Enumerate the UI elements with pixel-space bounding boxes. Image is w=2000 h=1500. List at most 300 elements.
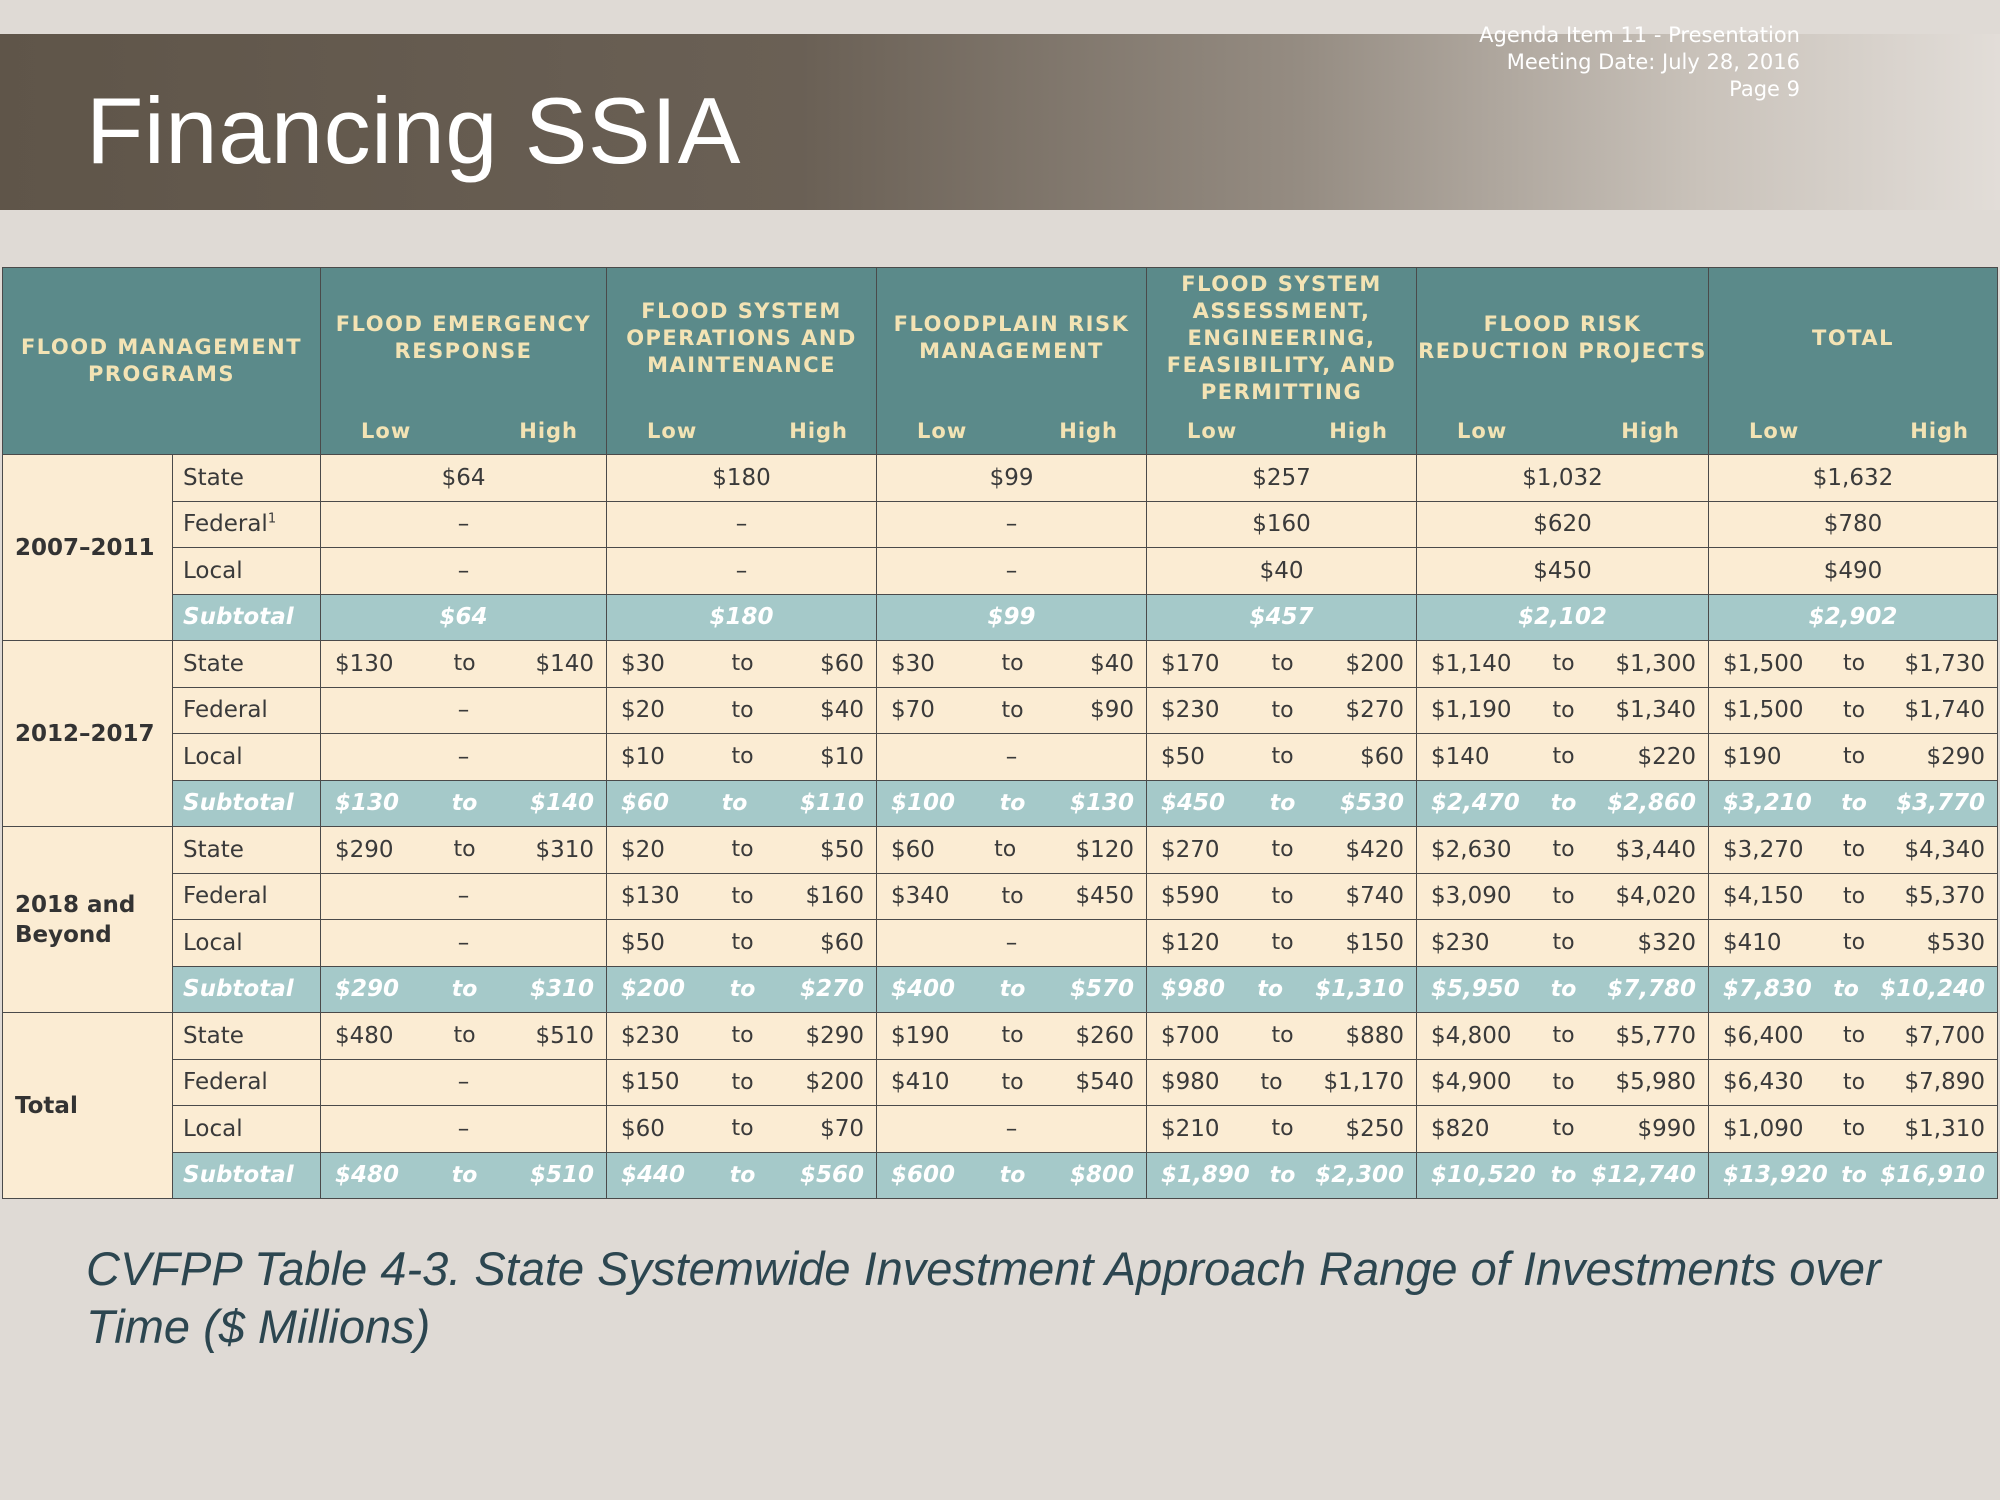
cell-low-value: $20 (621, 697, 665, 724)
cell-low-value: $410 (1723, 929, 1782, 956)
cell-value: $1,632 (1812, 464, 1894, 491)
cell-low-value: $150 (621, 1069, 680, 1096)
range-separator: to (1842, 1116, 1866, 1142)
table-row (3, 641, 1998, 688)
cell-high-value: $310 (535, 836, 595, 863)
cell-high-value: $2,300 (1315, 1162, 1404, 1189)
range-separator: to (451, 1162, 478, 1188)
table-cell (877, 455, 1147, 502)
table-header (3, 268, 1998, 455)
table-cell (321, 1152, 607, 1199)
range-separator: to (731, 744, 754, 770)
cell-high-value: $90 (1090, 697, 1135, 724)
cell-low-value: $600 (891, 1162, 956, 1189)
cell-high-value: $1,300 (1615, 650, 1697, 677)
range-separator: to (1001, 1069, 1024, 1095)
table-cell (877, 1013, 1147, 1060)
cell-high-value: $3,770 (1896, 790, 1985, 817)
cell-value: $99 (987, 604, 1036, 631)
cell-high-value: $5,770 (1615, 1022, 1697, 1049)
row-label-text: State (183, 1022, 244, 1049)
row-label (173, 873, 321, 920)
table-cell (607, 734, 877, 781)
cell-high-value: $1,340 (1615, 697, 1697, 724)
row-label (173, 641, 321, 688)
table-cell (1147, 687, 1417, 734)
cell-low-value: $290 (335, 836, 394, 863)
table-row (3, 1059, 1998, 1106)
range-separator: to (1552, 651, 1575, 677)
header-programs: FLOOD MANAGEMENT PROGRAMS (3, 268, 321, 455)
table-row (3, 920, 1998, 967)
cell-low-value: $290 (335, 976, 400, 1003)
investment-table-container (2, 267, 1997, 1199)
cell-high-value: $570 (1069, 976, 1134, 1003)
cell-high-value: $4,020 (1615, 883, 1697, 910)
table-cell (877, 687, 1147, 734)
table-cell (1147, 920, 1417, 967)
cell-low-value: $340 (891, 883, 950, 910)
range-separator: to (729, 976, 756, 1002)
table-cell (607, 687, 877, 734)
cell-low-value: $130 (621, 883, 680, 910)
table-row (3, 1106, 1998, 1153)
cell-value: – (457, 743, 470, 770)
range-separator: to (1552, 1116, 1575, 1142)
table-cell (877, 873, 1147, 920)
range-separator: to (1271, 744, 1294, 770)
cell-high-value: $5,370 (1904, 883, 1986, 910)
cell-value: $40 (1259, 557, 1304, 584)
table-cell (877, 734, 1147, 781)
range-separator: to (1550, 790, 1577, 816)
cell-value: $64 (441, 464, 486, 491)
cell-value: $457 (1249, 604, 1314, 631)
table-cell (321, 455, 607, 502)
range-separator: to (1001, 651, 1024, 677)
cell-low-value: $130 (335, 650, 394, 677)
cell-low-value: $130 (335, 790, 400, 817)
cell-low-value: $440 (621, 1162, 686, 1189)
header-low-high-5 (1709, 408, 1998, 455)
table-cell (321, 780, 607, 827)
header-low-high-0 (321, 408, 607, 455)
range-separator: to (999, 1162, 1026, 1188)
range-separator: to (1842, 744, 1866, 770)
table-cell (321, 548, 607, 595)
range-separator: to (1841, 790, 1867, 816)
table-cell (1417, 455, 1709, 502)
row-label-text: State (183, 464, 244, 491)
row-label-text: Local (183, 929, 243, 956)
period-label: 2018 and Beyond (3, 827, 173, 1013)
table-cell (607, 455, 877, 502)
range-separator: to (1271, 651, 1294, 677)
row-label (173, 687, 321, 734)
high-label: High (519, 418, 579, 443)
range-separator: to (731, 651, 754, 677)
table-cell (1417, 920, 1709, 967)
high-label: High (1910, 418, 1970, 443)
header-row-titles (3, 268, 1998, 409)
cell-low-value: $10,520 (1431, 1162, 1536, 1189)
row-label-text: Subtotal (183, 976, 294, 1003)
range-separator: to (453, 1023, 476, 1049)
table-cell (321, 827, 607, 874)
table-cell (1147, 455, 1417, 502)
cell-value: – (735, 511, 748, 538)
table-cell (877, 966, 1147, 1013)
high-label: High (789, 418, 849, 443)
row-label (173, 1059, 321, 1106)
cell-low-value: $480 (335, 1022, 394, 1049)
cell-low-value: $60 (621, 790, 670, 817)
table-cell (1147, 966, 1417, 1013)
cell-high-value: $800 (1069, 1162, 1134, 1189)
cell-high-value: $290 (805, 1022, 865, 1049)
table-row (3, 827, 1998, 874)
footnote-marker: 1 (267, 511, 277, 527)
cell-value: $620 (1533, 511, 1592, 538)
period-label: 2012–2017 (3, 641, 173, 827)
cell-low-value: $13,920 (1723, 1162, 1828, 1189)
table-cell (1147, 1059, 1417, 1106)
cell-value: $450 (1533, 557, 1592, 584)
row-label (173, 1106, 321, 1153)
cell-low-value: $6,400 (1723, 1022, 1804, 1049)
range-separator: to (1552, 1069, 1575, 1095)
row-label-text: Subtotal (183, 790, 294, 817)
range-separator: to (731, 1116, 754, 1142)
cell-low-value: $50 (1161, 743, 1205, 770)
cell-high-value: $270 (799, 976, 864, 1003)
row-label (173, 827, 321, 874)
cell-value: $180 (712, 464, 771, 491)
cell-value: $2,102 (1518, 604, 1607, 631)
cell-high-value: $4,340 (1904, 836, 1986, 863)
cell-high-value: $740 (1345, 883, 1405, 910)
table-cell (1147, 594, 1417, 641)
cell-low-value: $60 (621, 1115, 665, 1142)
row-label (173, 501, 321, 548)
cell-low-value: $450 (1161, 790, 1226, 817)
cell-low-value: $200 (621, 976, 686, 1003)
cell-low-value: $2,470 (1431, 790, 1520, 817)
row-label-text: Federal (183, 511, 268, 538)
range-separator: to (1842, 651, 1866, 677)
table-cell (1417, 641, 1709, 688)
cell-value: $64 (439, 604, 488, 631)
cell-low-value: $30 (621, 650, 665, 677)
range-separator: to (731, 697, 754, 723)
low-label: Low (917, 418, 968, 443)
cell-high-value: $60 (1360, 743, 1405, 770)
table-cell (607, 1106, 877, 1153)
table-cell (1709, 1059, 1998, 1106)
cell-low-value: $30 (891, 650, 935, 677)
row-label (173, 920, 321, 967)
cell-value: – (735, 557, 748, 584)
table-cell (1709, 548, 1998, 595)
header-column-5: TOTAL (1709, 268, 1998, 409)
range-separator: to (1271, 930, 1294, 956)
table-cell (1147, 1013, 1417, 1060)
row-label-text: Local (183, 1115, 243, 1142)
range-separator: to (1552, 1023, 1575, 1049)
cell-value: – (1005, 929, 1018, 956)
cell-high-value: $880 (1345, 1022, 1405, 1049)
table-cell (1417, 734, 1709, 781)
table-row (3, 1152, 1998, 1199)
cell-high-value: $1,740 (1904, 697, 1986, 724)
cell-high-value: $320 (1637, 929, 1697, 956)
cell-high-value: $420 (1345, 836, 1405, 863)
range-separator: to (1269, 790, 1296, 816)
range-separator: to (1001, 697, 1024, 723)
row-label (173, 966, 321, 1013)
table-cell (1147, 780, 1417, 827)
row-label-text: State (183, 836, 244, 863)
cell-high-value: $530 (1926, 929, 1986, 956)
table-row (3, 455, 1998, 502)
table-cell (607, 1152, 877, 1199)
cell-value: – (1005, 743, 1018, 770)
cell-low-value: $3,210 (1723, 790, 1812, 817)
range-separator: to (1257, 976, 1283, 1002)
row-label (173, 780, 321, 827)
header-low-high-3 (1147, 408, 1417, 455)
table-cell (1417, 873, 1709, 920)
table-cell (1417, 1106, 1709, 1153)
cell-high-value: $3,440 (1615, 836, 1697, 863)
table-row (3, 966, 1998, 1013)
slide-title: Financing SSIA (86, 78, 741, 183)
table-cell (1147, 1152, 1417, 1199)
cell-high-value: $120 (1075, 836, 1134, 863)
table-cell (1417, 594, 1709, 641)
cell-low-value: $4,150 (1723, 883, 1804, 910)
cell-value: $2,902 (1808, 604, 1898, 631)
cell-high-value: $5,980 (1615, 1069, 1697, 1096)
range-separator: to (729, 1162, 756, 1188)
table-cell (607, 966, 877, 1013)
table-cell (1709, 1106, 1998, 1153)
cell-low-value: $230 (1431, 929, 1490, 956)
table-row (3, 873, 1998, 920)
table-cell (321, 641, 607, 688)
cell-value: – (457, 1115, 470, 1142)
cell-high-value: $70 (820, 1115, 865, 1142)
cell-low-value: $1,090 (1723, 1115, 1804, 1142)
table-cell (1709, 1152, 1998, 1199)
table-cell (321, 873, 607, 920)
table-row (3, 594, 1998, 641)
cell-low-value: $1,890 (1161, 1162, 1250, 1189)
cell-high-value: $310 (529, 976, 594, 1003)
cell-low-value: $70 (891, 697, 935, 724)
cell-high-value: $560 (799, 1162, 864, 1189)
table-cell (607, 1059, 877, 1106)
cell-high-value: $990 (1637, 1115, 1697, 1142)
header-column-2: FLOODPLAIN RISK MANAGEMENT (877, 268, 1147, 409)
investment-table (2, 267, 1998, 1199)
table-row (3, 501, 1998, 548)
table-cell (1709, 873, 1998, 920)
table-row (3, 548, 1998, 595)
cell-high-value: $200 (1345, 650, 1405, 677)
table-row (3, 1013, 1998, 1060)
table-cell (321, 734, 607, 781)
row-label (173, 455, 321, 502)
range-separator: to (1842, 1023, 1866, 1049)
cell-low-value: $2,630 (1431, 836, 1512, 863)
table-cell (1417, 780, 1709, 827)
table-cell (607, 548, 877, 595)
cell-low-value: $170 (1161, 650, 1220, 677)
range-separator: to (1842, 1069, 1866, 1095)
table-cell (1147, 827, 1417, 874)
table-cell (321, 1059, 607, 1106)
cell-high-value: $1,730 (1904, 650, 1986, 677)
cell-high-value: $7,700 (1904, 1022, 1986, 1049)
range-separator: to (1001, 1023, 1024, 1049)
table-cell (877, 920, 1147, 967)
cell-low-value: $3,090 (1431, 883, 1512, 910)
cell-high-value: $1,310 (1315, 976, 1404, 1003)
header-low-high-4 (1417, 408, 1709, 455)
range-separator: to (1269, 1162, 1296, 1188)
row-label (173, 1013, 321, 1060)
cell-high-value: $540 (1075, 1069, 1135, 1096)
table-row (3, 780, 1998, 827)
range-separator: to (731, 1023, 754, 1049)
table-cell (1417, 966, 1709, 1013)
range-separator: to (1552, 744, 1575, 770)
cell-value: $180 (709, 604, 774, 631)
row-label-text: Federal (183, 697, 268, 724)
cell-value: – (1005, 511, 1018, 538)
cell-value: – (457, 929, 470, 956)
table-cell (607, 1013, 877, 1060)
range-separator: to (451, 976, 478, 1002)
cell-high-value: $12,740 (1591, 1162, 1696, 1189)
cell-low-value: $410 (891, 1069, 950, 1096)
cell-high-value: $160 (805, 883, 865, 910)
row-label-text: Federal (183, 883, 268, 910)
header-column-3: FLOOD SYSTEM ASSESSMENT, ENGINEERING, FEASIBILITY, AND PERMITTING (1147, 268, 1417, 409)
range-separator: to (1260, 1069, 1283, 1095)
cell-value: – (457, 883, 470, 910)
cell-low-value: $980 (1161, 976, 1226, 1003)
cell-high-value: $7,890 (1904, 1069, 1986, 1096)
high-label: High (1329, 418, 1389, 443)
table-cell (1417, 1059, 1709, 1106)
table-cell (607, 501, 877, 548)
cell-value: – (1005, 557, 1018, 584)
table-row (3, 687, 1998, 734)
table-cell (1709, 920, 1998, 967)
table-cell (1147, 548, 1417, 595)
table-cell (1709, 966, 1998, 1013)
cell-low-value: $3,270 (1723, 836, 1804, 863)
cell-high-value: $140 (535, 650, 595, 677)
header-low-high-2 (877, 408, 1147, 455)
table-cell (607, 594, 877, 641)
cell-value: – (457, 1069, 470, 1096)
row-label-text: Local (183, 557, 243, 584)
cell-low-value: $5,950 (1431, 976, 1520, 1003)
cell-low-value: $190 (1723, 743, 1782, 770)
period-label: 2007–2011 (3, 455, 173, 641)
cell-high-value: $60 (820, 650, 865, 677)
row-label (173, 1152, 321, 1199)
range-separator: to (999, 976, 1026, 1002)
meeting-date-line: Meeting Date: July 28, 2016 (1506, 50, 1800, 74)
cell-value: $490 (1823, 557, 1883, 584)
cell-low-value: $10 (621, 743, 665, 770)
table-cell (1709, 827, 1998, 874)
table-cell (1147, 873, 1417, 920)
cell-high-value: $450 (1075, 883, 1135, 910)
row-label-text: Local (183, 743, 243, 770)
range-separator: to (731, 930, 754, 956)
range-separator: to (1842, 837, 1866, 863)
range-separator: to (1552, 697, 1575, 723)
row-label (173, 548, 321, 595)
table-cell (1709, 1013, 1998, 1060)
table-cell (1709, 594, 1998, 641)
table-cell (877, 1059, 1147, 1106)
cell-high-value: $1,310 (1904, 1115, 1986, 1142)
cell-high-value: $10,240 (1880, 976, 1985, 1003)
table-caption: CVFPP Table 4-3. State Systemwide Investment Approach Range of Investments over Time ($ Millions) (86, 1242, 1881, 1353)
cell-low-value: $400 (891, 976, 956, 1003)
range-separator: to (1833, 976, 1859, 1002)
cell-high-value: $40 (820, 697, 865, 724)
table-cell (1147, 734, 1417, 781)
page-number-line: Page 9 (1729, 77, 1800, 101)
row-label-text: Subtotal (183, 1162, 294, 1189)
cell-low-value: $820 (1431, 1115, 1490, 1142)
table-cell (1417, 827, 1709, 874)
cell-low-value: $1,140 (1431, 650, 1512, 677)
table-cell (607, 780, 877, 827)
cell-low-value: $190 (891, 1022, 950, 1049)
table-cell (1147, 501, 1417, 548)
table-cell (607, 873, 877, 920)
cell-low-value: $50 (621, 929, 665, 956)
high-label: High (1621, 418, 1681, 443)
cell-low-value: $480 (335, 1162, 400, 1189)
low-label: Low (361, 418, 412, 443)
cell-high-value: $250 (1345, 1115, 1405, 1142)
cell-high-value: $2,860 (1607, 790, 1696, 817)
table-cell (321, 966, 607, 1013)
cell-high-value: $270 (1345, 697, 1405, 724)
header-low-high-1 (607, 408, 877, 455)
header-column-1: FLOOD SYSTEM OPERATIONS AND MAINTENANCE (607, 268, 877, 409)
cell-high-value: $10 (820, 743, 865, 770)
period-label: Total (3, 1013, 173, 1199)
table-cell (877, 1106, 1147, 1153)
table-cell (607, 827, 877, 874)
cell-low-value: $4,900 (1431, 1069, 1512, 1096)
range-separator: to (999, 790, 1026, 816)
range-separator: to (1552, 883, 1575, 909)
cell-low-value: $1,500 (1723, 697, 1804, 724)
table-cell (1709, 641, 1998, 688)
table-cell (1147, 1106, 1417, 1153)
